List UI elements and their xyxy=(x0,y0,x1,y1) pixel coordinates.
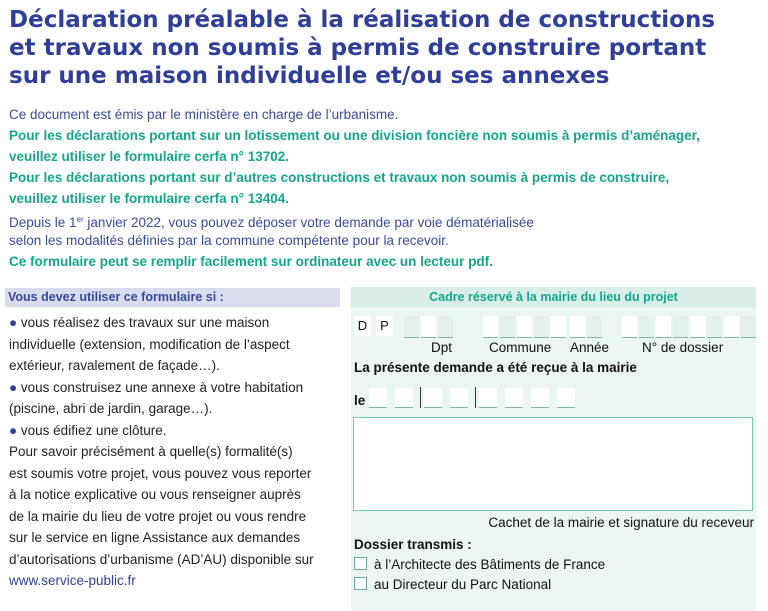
option-parc-national[interactable] xyxy=(354,577,551,592)
title-line-1: Déclaration préalable à la réalisation de constructions xyxy=(9,7,716,33)
service-public-link[interactable]: www.service-public.fr xyxy=(9,573,136,588)
usage-line: individuelle (extension, modification de l’aspect xyxy=(9,336,290,352)
intro-dematerialized-note xyxy=(9,209,764,230)
usage-line: à la notice explicative ou vous renseigner auprès xyxy=(9,487,301,502)
dpt-label: Dpt xyxy=(431,340,453,355)
intro-ministry-note: Ce document est émis par le ministère en charge de l’urbanisme. xyxy=(9,107,399,122)
annee-digit-field[interactable] xyxy=(587,316,602,338)
bullet-icon: ● xyxy=(9,315,18,330)
option-abf[interactable] xyxy=(354,557,605,572)
date-year-field[interactable] xyxy=(557,388,575,408)
date-prefix-label: le xyxy=(354,393,366,408)
usage-line: est soumis votre projet, vous pouvez vous reporter xyxy=(9,465,312,481)
annee-digit-field[interactable] xyxy=(570,316,585,338)
date-year-field[interactable] xyxy=(505,388,523,408)
usage-conditions xyxy=(9,312,339,592)
dossier-number-field[interactable] xyxy=(639,316,654,338)
parc-national-label: au Directeur du Parc National xyxy=(374,577,552,592)
usage-line: sur le service en ligne Assistance aux demandes xyxy=(9,530,301,545)
date-month-field[interactable] xyxy=(424,388,442,408)
title-line-3: sur une maison individuelle et/ou ses annexes xyxy=(9,63,610,89)
date-year-field[interactable] xyxy=(531,388,549,408)
date-year-field[interactable] xyxy=(479,388,497,408)
date-day-field[interactable] xyxy=(395,388,413,408)
dossier-number-field[interactable] xyxy=(656,316,671,338)
mairie-reserved-heading: Cadre réservé à la mairie du lieu du projet xyxy=(351,287,756,307)
received-statement: La présente demande a été reçue à la mairie xyxy=(354,360,637,375)
intro-modalities-note: selon les modalités définies par la commune compétente pour la recevoir. xyxy=(9,233,449,248)
intro-date-sup: er xyxy=(76,215,84,224)
date-day-field[interactable] xyxy=(369,388,387,408)
dpt-digit-field[interactable] xyxy=(404,316,419,338)
usage-line: extérieur, ravalement de façade…). xyxy=(9,358,220,373)
commune-label: Commune xyxy=(489,340,552,355)
bullet-icon: ● xyxy=(9,379,18,395)
usage-line: de la mairie du lieu de votre projet ou vous rendre xyxy=(9,508,307,524)
form-title xyxy=(9,6,759,90)
dpt-digit-field[interactable] xyxy=(438,316,453,338)
intro-cerfa-13702: veuillez utiliser le formulaire cerfa n° 13702. xyxy=(9,149,290,164)
dossier-transmis-title: Dossier transmis : xyxy=(354,537,472,552)
date-separator xyxy=(475,387,476,408)
abf-label: à l’Architecte des Bâtiments de France xyxy=(374,557,606,572)
intro-date-prefix: Depuis le 1 xyxy=(9,215,77,230)
usage-line-text: vous édifiez une clôture. xyxy=(17,422,167,438)
intro-block xyxy=(9,104,764,272)
commune-digit-field[interactable] xyxy=(500,316,515,338)
dossier-letter-p: P xyxy=(376,316,393,336)
dossier-number-field[interactable] xyxy=(741,316,756,338)
annee-label: Année xyxy=(570,340,610,355)
intro-date-suffix: janvier 2022, vous pouvez déposer votre demande par voie dématérialisée xyxy=(83,215,534,230)
dossier-letter-d: D xyxy=(354,316,371,336)
date-separator xyxy=(420,387,421,408)
commune-digit-field[interactable] xyxy=(517,316,532,338)
usage-line-text: vous construisez une annexe à votre habitation xyxy=(17,379,304,395)
intro-cerfa-13404: veuillez utiliser le formulaire cerfa n° 13404. xyxy=(9,191,290,206)
mairie-reserved-panel xyxy=(351,307,756,611)
usage-heading: Vous devez utiliser ce formulaire si : xyxy=(5,288,340,307)
stamp-signature-box[interactable] xyxy=(353,417,753,511)
usage-line: d’autorisations d’urbanisme (AD’AU) disponible sur xyxy=(9,551,314,567)
dpt-digit-field[interactable] xyxy=(421,316,436,338)
dossier-number-field[interactable] xyxy=(673,316,688,338)
commune-digit-field[interactable] xyxy=(551,316,566,338)
dossier-number-field[interactable] xyxy=(707,316,722,338)
dossier-number-field[interactable] xyxy=(690,316,705,338)
abf-checkbox[interactable] xyxy=(354,557,367,570)
bullet-icon: ● xyxy=(9,422,18,438)
stamp-caption: Cachet de la mairie et signature du receveur xyxy=(488,515,754,530)
intro-lotissement-note: Pour les déclarations portant sur un lotissement ou une division foncière non soumis à permis d’aménager, xyxy=(9,128,700,143)
dossier-number-field[interactable] xyxy=(622,316,637,338)
dossier-number-field[interactable] xyxy=(724,316,739,338)
parc-national-checkbox[interactable] xyxy=(354,577,367,590)
title-line-2: et travaux non soumis à permis de construire portant xyxy=(9,35,707,61)
dossier-number-label: N° de dossier xyxy=(642,340,724,355)
intro-other-works-note: Pour les déclarations portant sur d’autres constructions et travaux non soumis à permis de construire, xyxy=(9,170,670,185)
usage-line xyxy=(9,420,339,442)
commune-digit-field[interactable] xyxy=(483,316,498,338)
usage-line: Pour savoir précisément à quelle(s) formalité(s) xyxy=(9,444,293,459)
usage-line xyxy=(9,377,339,399)
date-month-field[interactable] xyxy=(450,388,468,408)
commune-digit-field[interactable] xyxy=(534,316,549,338)
usage-line: (piscine, abri de jardin, garage…). xyxy=(9,401,213,416)
intro-pdf-note: Ce formulaire peut se remplir facilement sur ordinateur avec un lecteur pdf. xyxy=(9,254,493,269)
usage-line-text: vous réalisez des travaux sur une maison xyxy=(17,315,270,330)
usage-line xyxy=(9,312,339,334)
